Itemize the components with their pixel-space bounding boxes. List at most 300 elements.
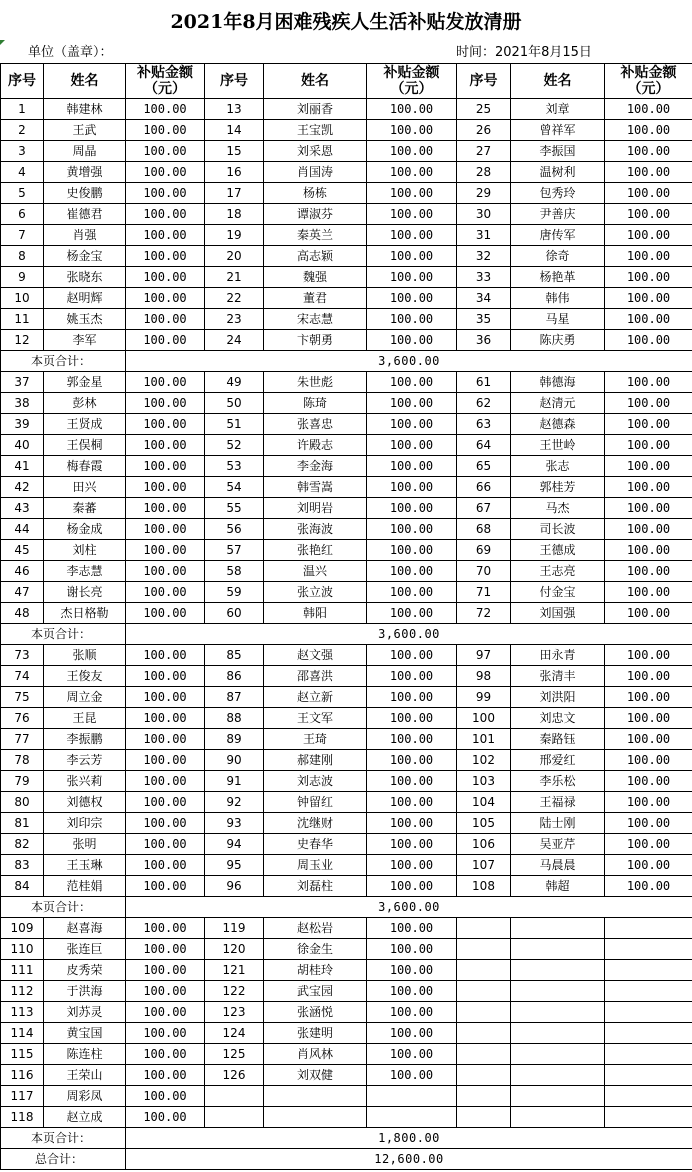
cell-amount: 100.00: [126, 1023, 205, 1044]
cell-seq: 115: [1, 1044, 44, 1065]
cell-amount: [605, 1086, 692, 1107]
cell-name: 韩阳: [264, 603, 367, 624]
cell-seq: 47: [1, 582, 44, 603]
cell-seq: 11: [1, 309, 44, 330]
cell-seq: [457, 1023, 511, 1044]
cell-seq: 97: [457, 645, 511, 666]
table-row: [1, 1107, 692, 1128]
cell-amount: 100.00: [367, 225, 457, 246]
cell-name: 宋志慧: [264, 309, 367, 330]
cell-seq: 59: [205, 582, 264, 603]
cell-amount: 100.00: [126, 834, 205, 855]
cell-seq: 28: [457, 162, 511, 183]
cell-name: 王世岭: [511, 435, 605, 456]
cell-amount: 100.00: [126, 120, 205, 141]
cell-amount: 100.00: [367, 666, 457, 687]
cell-name: 王俊友: [44, 666, 126, 687]
cell-seq: 57: [205, 540, 264, 561]
cell-seq: 96: [205, 876, 264, 897]
table-row: [1, 918, 692, 939]
cell-amount: 100.00: [126, 477, 205, 498]
cell-name: 韩伟: [511, 288, 605, 309]
cell-name: [511, 1002, 605, 1023]
table-row: [1, 456, 692, 477]
page-subtotal-row: [1, 897, 692, 918]
cell-name: 张志: [511, 456, 605, 477]
cell-seq: 9: [1, 267, 44, 288]
cell-amount: 100.00: [126, 939, 205, 960]
cell-name: 刘印宗: [44, 813, 126, 834]
cell-amount: 100.00: [126, 267, 205, 288]
cell-seq: 24: [205, 330, 264, 351]
cell-seq: 48: [1, 603, 44, 624]
header-seq: 序号: [1, 64, 44, 99]
cell-amount: 100.00: [605, 708, 692, 729]
cell-amount: [367, 1086, 457, 1107]
cell-seq: 40: [1, 435, 44, 456]
cell-amount: 100.00: [367, 498, 457, 519]
cell-seq: 51: [205, 414, 264, 435]
cell-amount: 100.00: [605, 687, 692, 708]
cell-amount: 100.00: [367, 372, 457, 393]
cell-amount: 100.00: [126, 918, 205, 939]
page-subtotal-row: [1, 351, 692, 372]
cell-amount: 100.00: [126, 708, 205, 729]
cell-name: 肖国涛: [264, 162, 367, 183]
cell-amount: 100.00: [367, 792, 457, 813]
table-row: [1, 666, 692, 687]
cell-seq: 61: [457, 372, 511, 393]
cell-seq: 126: [205, 1065, 264, 1086]
cell-amount: 100.00: [605, 309, 692, 330]
cell-name: 刘双健: [264, 1065, 367, 1086]
header-amount: 补贴金额（元）: [605, 64, 692, 99]
cell-amount: 100.00: [126, 1002, 205, 1023]
cell-name: 李振鹏: [44, 729, 126, 750]
table-row: [1, 645, 692, 666]
table-row: [1, 288, 692, 309]
cell-name: 刘柱: [44, 540, 126, 561]
cell-amount: 100.00: [367, 183, 457, 204]
cell-name: 刘国强: [511, 603, 605, 624]
cell-name: 肖强: [44, 225, 126, 246]
page-title: 2021年8月困难残疾人生活补贴发放清册: [170, 11, 522, 33]
cell-amount: 100.00: [367, 330, 457, 351]
cell-name: 曾祥军: [511, 120, 605, 141]
table-row: [1, 99, 692, 120]
cell-amount: 100.00: [126, 1107, 205, 1128]
table-row: [1, 309, 692, 330]
cell-seq: 26: [457, 120, 511, 141]
cell-amount: 100.00: [605, 120, 692, 141]
cell-name: 邢爱红: [511, 750, 605, 771]
cell-seq: 75: [1, 687, 44, 708]
cell-seq: 74: [1, 666, 44, 687]
cell-amount: 100.00: [126, 813, 205, 834]
cell-seq: 66: [457, 477, 511, 498]
cell-name: 魏强: [264, 267, 367, 288]
cell-seq: 106: [457, 834, 511, 855]
cell-amount: 100.00: [126, 792, 205, 813]
cell-amount: 100.00: [367, 246, 457, 267]
cell-seq: 123: [205, 1002, 264, 1023]
cell-seq: 22: [205, 288, 264, 309]
page-subtotal-value: 1,800.00: [126, 1128, 692, 1149]
table-row: [1, 435, 692, 456]
cell-name: 赵清元: [511, 393, 605, 414]
cell-name: [511, 1086, 605, 1107]
cell-amount: 100.00: [126, 141, 205, 162]
cell-amount: [605, 960, 692, 981]
cell-name: 张明: [44, 834, 126, 855]
header-amount: 补贴金额（元）: [367, 64, 457, 99]
cell-amount: [605, 1002, 692, 1023]
cell-seq: 41: [1, 456, 44, 477]
cell-seq: 110: [1, 939, 44, 960]
subsidy-table: [0, 63, 692, 1170]
cell-seq: 109: [1, 918, 44, 939]
cell-name: 于洪海: [44, 981, 126, 1002]
cell-amount: 100.00: [605, 246, 692, 267]
cell-amount: 100.00: [605, 645, 692, 666]
cell-name: [264, 1086, 367, 1107]
cell-amount: 100.00: [367, 267, 457, 288]
cell-name: 周立金: [44, 687, 126, 708]
cell-name: 秦英兰: [264, 225, 367, 246]
cell-seq: 112: [1, 981, 44, 1002]
table-row: [1, 414, 692, 435]
cell-name: 李振国: [511, 141, 605, 162]
cell-amount: 100.00: [367, 204, 457, 225]
cell-seq: 90: [205, 750, 264, 771]
cell-amount: 100.00: [126, 372, 205, 393]
cell-amount: 100.00: [367, 1002, 457, 1023]
cell-name: 陈琦: [264, 393, 367, 414]
table-row: [1, 771, 692, 792]
cell-amount: 100.00: [605, 666, 692, 687]
cell-amount: 100.00: [605, 267, 692, 288]
table-row: [1, 498, 692, 519]
cell-name: 李志慧: [44, 561, 126, 582]
table-row: [1, 582, 692, 603]
page-subtotal-value: 3,600.00: [126, 897, 692, 918]
cell-amount: 100.00: [367, 771, 457, 792]
cell-amount: 100.00: [367, 393, 457, 414]
cell-seq: 17: [205, 183, 264, 204]
cell-name: [511, 918, 605, 939]
cell-seq: 105: [457, 813, 511, 834]
cell-name: 陈庆勇: [511, 330, 605, 351]
cell-name: 钟留红: [264, 792, 367, 813]
cell-seq: [205, 1107, 264, 1128]
cell-amount: 100.00: [126, 582, 205, 603]
table-row: [1, 708, 692, 729]
cell-seq: [457, 1065, 511, 1086]
cell-seq: 56: [205, 519, 264, 540]
cell-seq: 31: [457, 225, 511, 246]
cell-name: 梅春霞: [44, 456, 126, 477]
cell-seq: 44: [1, 519, 44, 540]
cell-seq: 1: [1, 99, 44, 120]
cell-amount: 100.00: [367, 477, 457, 498]
cell-name: [511, 960, 605, 981]
cell-name: 王贤成: [44, 414, 126, 435]
cell-amount: 100.00: [605, 288, 692, 309]
cell-seq: 8: [1, 246, 44, 267]
cell-amount: 100.00: [126, 246, 205, 267]
cell-seq: 63: [457, 414, 511, 435]
cell-amount: 100.00: [605, 519, 692, 540]
cell-amount: 100.00: [367, 687, 457, 708]
cell-seq: [457, 918, 511, 939]
grand-total-value: 12,600.00: [126, 1149, 692, 1170]
cell-amount: 100.00: [367, 834, 457, 855]
cell-name: 王德成: [511, 540, 605, 561]
cell-amount: 100.00: [605, 435, 692, 456]
cell-name: 史俊鹏: [44, 183, 126, 204]
cell-corner-marker: [0, 40, 5, 45]
cell-seq: 21: [205, 267, 264, 288]
cell-seq: 73: [1, 645, 44, 666]
date-label: 时间：2021年8月15日: [456, 45, 592, 60]
cell-amount: 100.00: [605, 834, 692, 855]
cell-seq: 81: [1, 813, 44, 834]
cell-amount: 100.00: [367, 561, 457, 582]
cell-name: 张兴莉: [44, 771, 126, 792]
cell-amount: 100.00: [605, 225, 692, 246]
cell-seq: 43: [1, 498, 44, 519]
cell-amount: 100.00: [367, 162, 457, 183]
header-seq: 序号: [205, 64, 264, 99]
cell-name: 尹善庆: [511, 204, 605, 225]
cell-seq: 89: [205, 729, 264, 750]
cell-name: 张连巨: [44, 939, 126, 960]
cell-name: 刘忠文: [511, 708, 605, 729]
cell-name: 张涵悦: [264, 1002, 367, 1023]
cell-name: 刘磊柱: [264, 876, 367, 897]
table-row: [1, 1044, 692, 1065]
page-subtotal-value: 3,600.00: [126, 624, 692, 645]
table-row: [1, 330, 692, 351]
cell-name: 田永青: [511, 645, 605, 666]
cell-amount: 100.00: [605, 876, 692, 897]
cell-amount: 100.00: [126, 729, 205, 750]
cell-seq: 122: [205, 981, 264, 1002]
cell-name: 陆士刚: [511, 813, 605, 834]
cell-seq: [457, 1002, 511, 1023]
cell-amount: 100.00: [605, 330, 692, 351]
cell-name: 王志亮: [511, 561, 605, 582]
cell-seq: 30: [457, 204, 511, 225]
cell-name: 韩德海: [511, 372, 605, 393]
cell-seq: 101: [457, 729, 511, 750]
cell-seq: 70: [457, 561, 511, 582]
cell-name: 董君: [264, 288, 367, 309]
cell-amount: 100.00: [367, 414, 457, 435]
cell-name: 张喜忠: [264, 414, 367, 435]
cell-name: 赵明辉: [44, 288, 126, 309]
cell-seq: 4: [1, 162, 44, 183]
table-row: [1, 855, 692, 876]
cell-name: 谭淑芬: [264, 204, 367, 225]
cell-seq: 113: [1, 1002, 44, 1023]
cell-amount: 100.00: [605, 813, 692, 834]
cell-name: 王昆: [44, 708, 126, 729]
cell-amount: 100.00: [126, 876, 205, 897]
cell-amount: [605, 1065, 692, 1086]
cell-seq: 76: [1, 708, 44, 729]
cell-name: 王琦: [264, 729, 367, 750]
cell-seq: 82: [1, 834, 44, 855]
cell-amount: [605, 1023, 692, 1044]
cell-amount: 100.00: [367, 729, 457, 750]
cell-seq: 67: [457, 498, 511, 519]
cell-name: 王文军: [264, 708, 367, 729]
cell-name: 周晶: [44, 141, 126, 162]
grand-total-row: [1, 1149, 692, 1170]
cell-amount: 100.00: [126, 666, 205, 687]
cell-amount: 100.00: [367, 456, 457, 477]
cell-name: 张清丰: [511, 666, 605, 687]
cell-seq: 60: [205, 603, 264, 624]
cell-amount: 100.00: [126, 1044, 205, 1065]
table-row: [1, 603, 692, 624]
cell-amount: 100.00: [605, 414, 692, 435]
cell-seq: 121: [205, 960, 264, 981]
cell-name: 沈继财: [264, 813, 367, 834]
cell-amount: 100.00: [605, 456, 692, 477]
header-name: 姓名: [511, 64, 605, 99]
cell-amount: 100.00: [605, 603, 692, 624]
cell-amount: 100.00: [126, 1065, 205, 1086]
table-row: [1, 687, 692, 708]
table-row: [1, 561, 692, 582]
cell-name: [511, 1107, 605, 1128]
cell-seq: 35: [457, 309, 511, 330]
page-subtotal-label: 本页合计：: [1, 1128, 126, 1149]
cell-name: 王武: [44, 120, 126, 141]
cell-name: 郭桂芳: [511, 477, 605, 498]
cell-seq: 87: [205, 687, 264, 708]
cell-amount: 100.00: [605, 561, 692, 582]
cell-seq: [457, 981, 511, 1002]
cell-seq: 69: [457, 540, 511, 561]
cell-amount: 100.00: [126, 771, 205, 792]
cell-seq: 27: [457, 141, 511, 162]
cell-seq: [457, 939, 511, 960]
cell-name: 彭林: [44, 393, 126, 414]
cell-seq: 79: [1, 771, 44, 792]
cell-name: 王荣山: [44, 1065, 126, 1086]
cell-seq: 93: [205, 813, 264, 834]
cell-name: 付金宝: [511, 582, 605, 603]
cell-amount: [605, 939, 692, 960]
cell-seq: 83: [1, 855, 44, 876]
cell-name: 周玉业: [264, 855, 367, 876]
header-name: 姓名: [44, 64, 126, 99]
cell-seq: 13: [205, 99, 264, 120]
cell-amount: 100.00: [126, 435, 205, 456]
cell-amount: 100.00: [126, 561, 205, 582]
cell-amount: 100.00: [367, 750, 457, 771]
table-row: [1, 834, 692, 855]
cell-seq: 2: [1, 120, 44, 141]
cell-seq: 116: [1, 1065, 44, 1086]
cell-seq: 10: [1, 288, 44, 309]
table-row: [1, 1023, 692, 1044]
cell-amount: 100.00: [367, 855, 457, 876]
cell-name: 杨金成: [44, 519, 126, 540]
cell-name: 杰日格勒: [44, 603, 126, 624]
cell-seq: 91: [205, 771, 264, 792]
cell-seq: 104: [457, 792, 511, 813]
cell-amount: 100.00: [126, 414, 205, 435]
cell-name: 徐金生: [264, 939, 367, 960]
cell-name: 秦路钰: [511, 729, 605, 750]
cell-name: 赵德森: [511, 414, 605, 435]
cell-seq: 71: [457, 582, 511, 603]
cell-name: 刘丽香: [264, 99, 367, 120]
table-row: [1, 519, 692, 540]
cell-seq: 39: [1, 414, 44, 435]
cell-seq: 42: [1, 477, 44, 498]
cell-seq: 32: [457, 246, 511, 267]
cell-seq: 107: [457, 855, 511, 876]
cell-name: 李金海: [264, 456, 367, 477]
cell-amount: 100.00: [126, 162, 205, 183]
cell-amount: 100.00: [605, 393, 692, 414]
cell-name: 温树利: [511, 162, 605, 183]
cell-name: 张建明: [264, 1023, 367, 1044]
table-row: [1, 162, 692, 183]
cell-name: 韩超: [511, 876, 605, 897]
cell-amount: 100.00: [605, 141, 692, 162]
cell-seq: 119: [205, 918, 264, 939]
cell-name: 刘苏灵: [44, 1002, 126, 1023]
cell-name: 杨艳革: [511, 267, 605, 288]
cell-name: 赵立新: [264, 687, 367, 708]
table-row: [1, 372, 692, 393]
cell-name: 王玉琳: [44, 855, 126, 876]
cell-seq: 46: [1, 561, 44, 582]
cell-amount: 100.00: [126, 981, 205, 1002]
cell-amount: 100.00: [126, 519, 205, 540]
cell-seq: 78: [1, 750, 44, 771]
table-row: [1, 120, 692, 141]
cell-name: 卞朝勇: [264, 330, 367, 351]
cell-amount: 100.00: [367, 1044, 457, 1065]
cell-amount: 100.00: [367, 603, 457, 624]
cell-amount: 100.00: [367, 120, 457, 141]
table-row: [1, 225, 692, 246]
cell-amount: 100.00: [126, 603, 205, 624]
table-row: [1, 1086, 692, 1107]
cell-seq: 20: [205, 246, 264, 267]
cell-name: 史春华: [264, 834, 367, 855]
cell-name: 赵立成: [44, 1107, 126, 1128]
cell-amount: 100.00: [126, 456, 205, 477]
cell-seq: 68: [457, 519, 511, 540]
cell-seq: 58: [205, 561, 264, 582]
cell-amount: 100.00: [126, 855, 205, 876]
cell-name: 刘德权: [44, 792, 126, 813]
table-row: [1, 792, 692, 813]
cell-name: 马晨晨: [511, 855, 605, 876]
table-row: [1, 876, 692, 897]
cell-seq: 108: [457, 876, 511, 897]
cell-name: 李云芳: [44, 750, 126, 771]
cell-seq: 7: [1, 225, 44, 246]
